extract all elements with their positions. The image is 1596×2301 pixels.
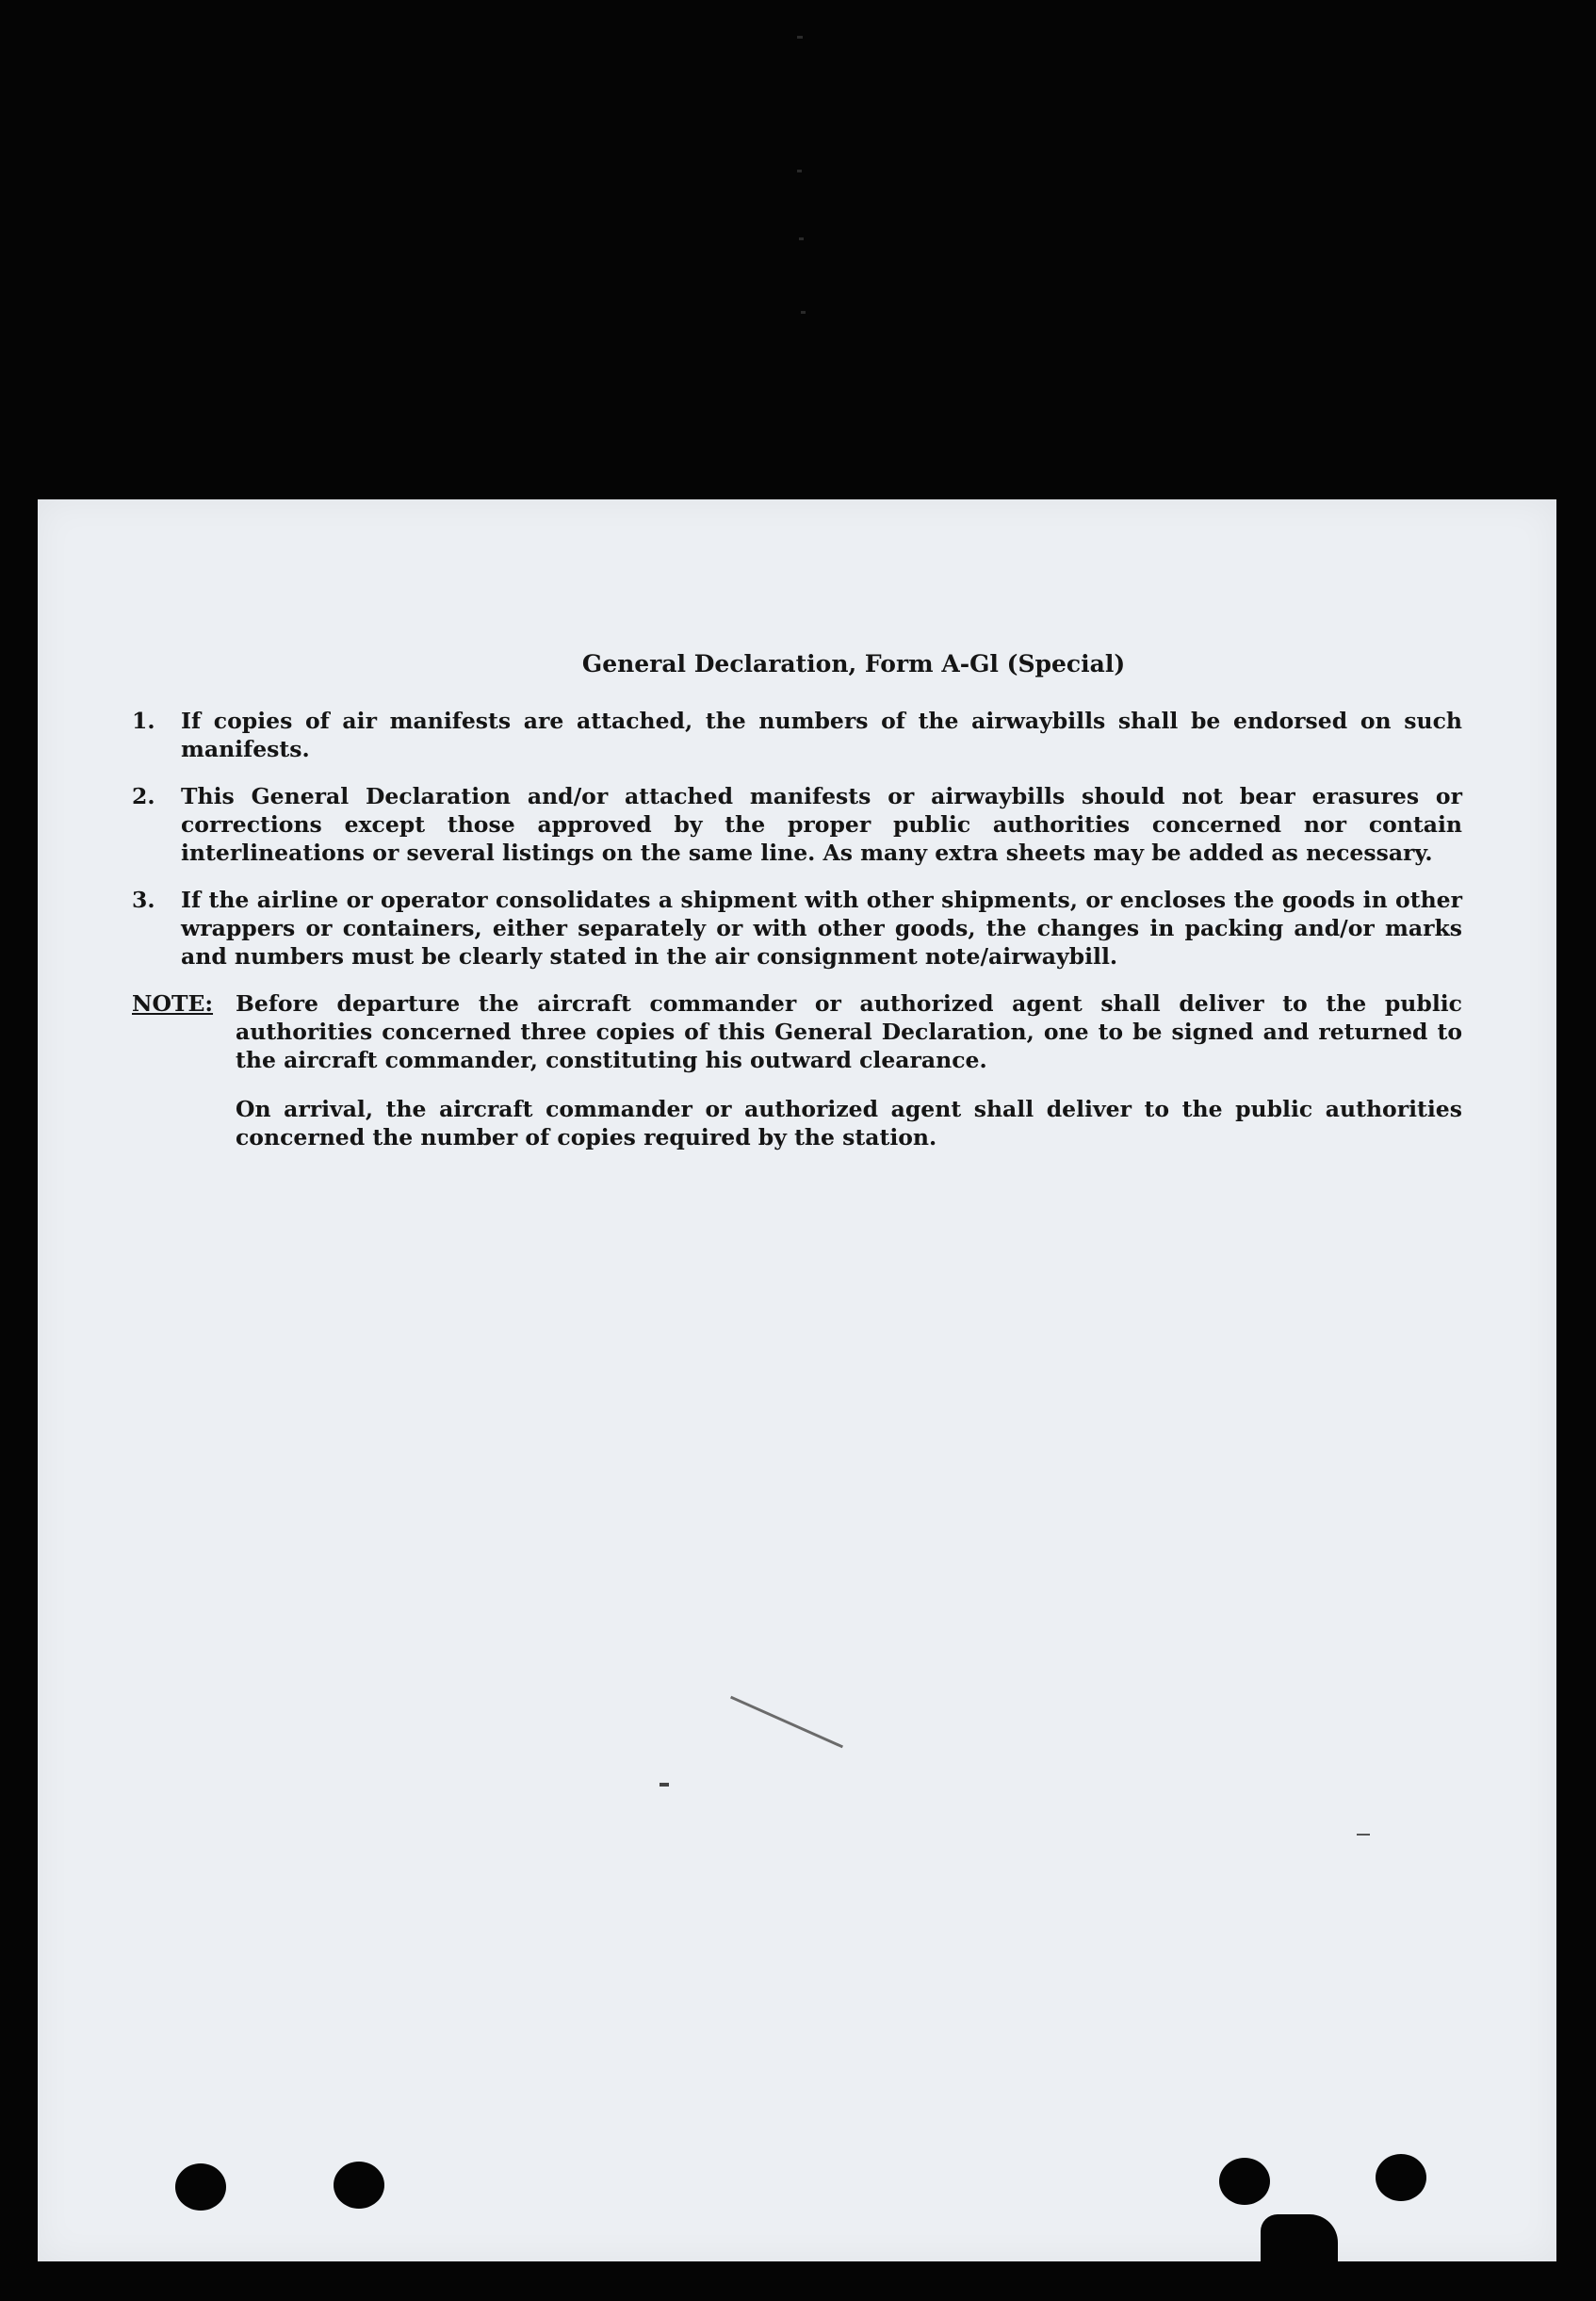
note-paragraph: Before departure the aircraft commander or authorized agent shall deliver to the public authorities concerned three copies of this General Declaration, one to be signed and returned to the aircraft commander, constituting his outward clearance. bbox=[236, 990, 1462, 1073]
scan-speck bbox=[797, 170, 802, 172]
page-title: General Declaration, Form A-Gl (Special) bbox=[581, 650, 1126, 677]
punch-hole bbox=[1376, 2154, 1426, 2201]
note-block bbox=[132, 989, 1462, 1074]
document-content bbox=[132, 650, 1462, 1151]
note-label: NOTE: bbox=[132, 990, 214, 1017]
list-item bbox=[132, 782, 1462, 867]
item-text: If the airline or operator consolidates a shipment with other shipments, or encloses the goods in other wrappers or containers, either separately or with other goods, the changes in packing and/or marks and numbers must be clearly stated in the air consignment note/airwaybill. bbox=[181, 887, 1462, 970]
scan-speck bbox=[799, 237, 804, 240]
punch-hole bbox=[1219, 2158, 1270, 2205]
item-number: 2. bbox=[132, 783, 155, 809]
note-paragraph: On arrival, the aircraft commander or authorized agent shall deliver to the public authorities concerned the number of copies required by the station. bbox=[236, 1096, 1462, 1150]
scan-smudge bbox=[1357, 1834, 1370, 1836]
item-number: 1. bbox=[132, 708, 155, 734]
scan-speck bbox=[801, 311, 806, 314]
scan-smudge bbox=[730, 1696, 843, 1749]
punch-hole bbox=[175, 2163, 226, 2211]
list-item bbox=[132, 886, 1462, 971]
list-item bbox=[132, 707, 1462, 763]
punch-hole bbox=[334, 2162, 384, 2209]
item-text: This General Declaration and/or attached manifests or airwaybills should not bear erasures or corrections except those approved by the proper public authorities concerned nor contain interlineations or several listings on the same line. As many extra sheets may be added as necessary. bbox=[181, 783, 1462, 866]
item-text: If copies of air manifests are attached, the numbers of the airwaybills shall be endorsed on such manifests. bbox=[181, 708, 1462, 762]
scan-speck bbox=[797, 36, 803, 39]
document-page bbox=[38, 499, 1556, 2261]
item-number: 3. bbox=[132, 887, 155, 913]
torn-edge bbox=[1261, 2214, 1338, 2261]
scan-smudge bbox=[660, 1783, 669, 1787]
